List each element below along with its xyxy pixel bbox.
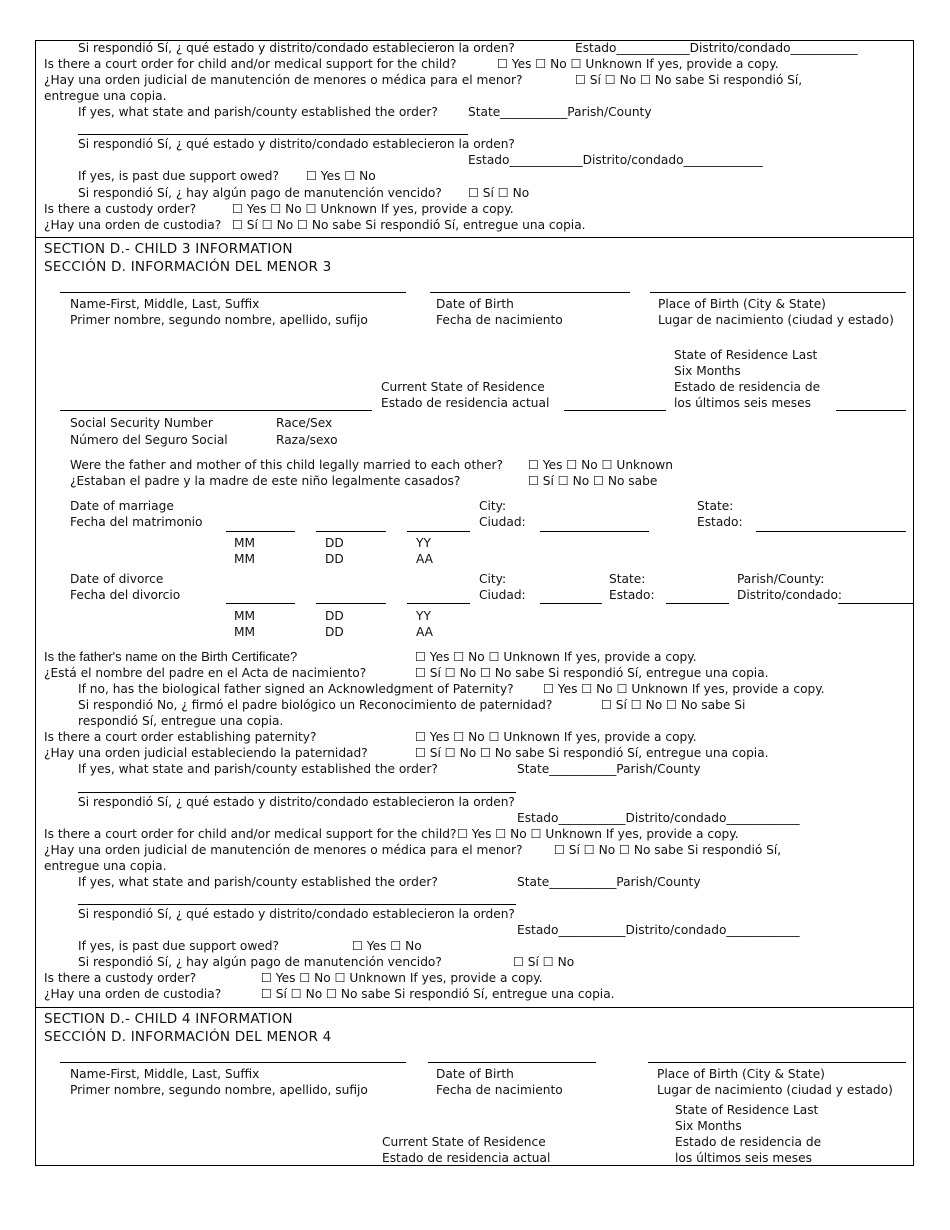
q-state-es-2: Si respondió Sí, ¿ qué estado y distrito/condado establecieron la orden? bbox=[78, 907, 515, 921]
q-state-en: If yes, what state and parish/county established the order? bbox=[78, 105, 438, 119]
name-label-es: Primer nombre, segundo nombre, apellido, sufijo bbox=[70, 313, 368, 327]
ssn-field[interactable] bbox=[60, 1165, 372, 1166]
paternity-options-es[interactable]: ☐ Sí ☐ No ☐ No sabe Si respondió Sí, entregue una copia. bbox=[415, 746, 769, 760]
father-options[interactable]: ☐ Yes ☐ No ☐ Unknown If yes, provide a copy. bbox=[415, 650, 697, 664]
residence-last-label-es: los últimos seis meses bbox=[675, 1151, 812, 1165]
custody-options[interactable]: ☐ Yes ☐ No ☐ Unknown If yes, provide a copy. bbox=[232, 202, 514, 216]
current-residence-field[interactable] bbox=[564, 410, 666, 411]
father-question-es: ¿Está el nombre del padre en el Acta de nacimiento? bbox=[44, 666, 367, 680]
residence-last-label-es: los últimos seis meses bbox=[674, 396, 811, 410]
dob-field[interactable] bbox=[430, 292, 630, 293]
mm-label: MM bbox=[234, 625, 256, 639]
support-options-es[interactable]: ☐ Sí ☐ No ☐ No sabe Si respondió Sí, bbox=[575, 73, 803, 87]
marriage-state-field[interactable] bbox=[756, 531, 906, 532]
divorce-mm-field[interactable] bbox=[226, 603, 295, 604]
divorce-parish-label-es: Distrito/condado: bbox=[737, 588, 843, 602]
section-divider bbox=[35, 1007, 914, 1008]
ack-tail: respondió Sí, entregue una copia. bbox=[78, 714, 284, 728]
current-residence-label: Current State of Residence bbox=[382, 1135, 546, 1149]
estado-distrito-field[interactable]: Estado____________Distrito/condado___________ bbox=[575, 41, 858, 55]
support-question: Is there a court order for child and/or medical support for the child? bbox=[44, 57, 457, 71]
yy-label: YY bbox=[416, 609, 431, 623]
residence-last-label-es: Estado de residencia de bbox=[675, 1135, 822, 1149]
divorce-parish-field[interactable] bbox=[838, 603, 914, 604]
custody-question: Is there a custody order? bbox=[44, 202, 197, 216]
custody-options-es[interactable]: ☐ Sí ☐ No ☐ No sabe Si respondió Sí, entregue una copia. bbox=[232, 218, 586, 232]
divorce-state-label-es: Estado: bbox=[609, 588, 655, 602]
pob-label-es: Lugar de nacimiento (ciudad y estado) bbox=[657, 1083, 893, 1097]
q-state-es: Si respondió Sí, ¿ qué estado y distrito/condado establecieron la orden? bbox=[78, 795, 515, 809]
residence-last-label: State of Residence Last bbox=[675, 1103, 819, 1117]
race-label: Race/Sex bbox=[276, 416, 333, 430]
divorce-yy-field[interactable] bbox=[407, 603, 470, 604]
section-divider bbox=[35, 237, 914, 238]
pastdue-options-es[interactable]: ☐ Sí ☐ No bbox=[513, 955, 575, 969]
state-parish-field-2[interactable]: State___________Parish/County bbox=[517, 875, 701, 889]
section-heading-es: SECCIÓN D. INFORMACIÓN DEL MENOR 4 bbox=[44, 1029, 332, 1045]
aa-label: AA bbox=[416, 625, 434, 639]
ack-options-es[interactable]: ☐ Sí ☐ No ☐ No sabe Si bbox=[601, 698, 746, 712]
support-question-es: ¿Hay una orden judicial de manutención de menores o médica para el menor? bbox=[44, 73, 523, 87]
residence-last-field[interactable] bbox=[836, 410, 906, 411]
marriage-city-label-es: Ciudad: bbox=[479, 515, 526, 529]
race-label-es: Raza/sexo bbox=[276, 433, 338, 447]
divorce-city-label-es: Ciudad: bbox=[479, 588, 526, 602]
dob-label: Date of Birth bbox=[436, 297, 514, 311]
residence-last-label: Six Months bbox=[674, 364, 741, 378]
q-state-es: Si respondió Sí, ¿ qué estado y distrito/condado establecieron la orden? bbox=[78, 41, 515, 55]
marriage-state-label: State: bbox=[697, 499, 734, 513]
residence-last-label-es: Estado de residencia de bbox=[674, 380, 821, 394]
pastdue-question: If yes, is past due support owed? bbox=[78, 169, 280, 183]
pob-field[interactable] bbox=[650, 292, 906, 293]
name-label: Name-First, Middle, Last, Suffix bbox=[70, 297, 260, 311]
pob-field[interactable] bbox=[648, 1062, 906, 1063]
support-options[interactable]: ☐ Yes ☐ No ☐ Unknown If yes, provide a copy. bbox=[457, 827, 739, 841]
support-question: Is there a court order for child and/or medical support for the child? bbox=[44, 827, 457, 841]
marriage-dd-field[interactable] bbox=[316, 531, 386, 532]
pastdue-question-es: Si respondió Sí, ¿ hay algún pago de manutención vencido? bbox=[78, 186, 442, 200]
support-question-es: ¿Hay una orden judicial de manutención de menores o médica para el menor? bbox=[44, 843, 523, 857]
dob-label-es: Fecha de nacimiento bbox=[436, 1083, 563, 1097]
answer-line[interactable] bbox=[78, 134, 468, 135]
married-options-es[interactable]: ☐ Sí ☐ No ☐ No sabe bbox=[528, 474, 658, 488]
dd-label: DD bbox=[325, 552, 344, 566]
dd-label: DD bbox=[325, 625, 344, 639]
divorce-state-label: State: bbox=[609, 572, 646, 586]
estado-distrito-field-2[interactable]: Estado____________Distrito/condado_____________ bbox=[468, 153, 763, 167]
residence-last-label: Six Months bbox=[675, 1119, 742, 1133]
pob-label: Place of Birth (City & State) bbox=[658, 297, 826, 311]
paternity-options[interactable]: ☐ Yes ☐ No ☐ Unknown If yes, provide a copy. bbox=[415, 730, 697, 744]
marriage-mm-field[interactable] bbox=[226, 531, 295, 532]
divorce-parish-label: Parish/County: bbox=[737, 572, 825, 586]
state-parish-field[interactable]: State___________Parish/County bbox=[468, 105, 652, 119]
pastdue-question: If yes, is past due support owed? bbox=[78, 939, 280, 953]
ack-question-es: Si respondió No, ¿ firmó el padre biológico un Reconocimiento de paternidad? bbox=[78, 698, 553, 712]
answer-line[interactable] bbox=[78, 792, 516, 793]
current-residence-field[interactable] bbox=[564, 1165, 666, 1166]
support-options[interactable]: ☐ Yes ☐ No ☐ Unknown If yes, provide a copy. bbox=[497, 57, 779, 71]
section-heading-es: SECCIÓN D. INFORMACIÓN DEL MENOR 3 bbox=[44, 259, 332, 275]
support-options-es[interactable]: ☐ Sí ☐ No ☐ No sabe Si respondió Sí, bbox=[554, 843, 782, 857]
ssn-field[interactable] bbox=[60, 410, 372, 411]
marriage-date-label-es: Fecha del matrimonio bbox=[70, 515, 203, 529]
custody-question-es: ¿Hay una orden de custodia? bbox=[44, 987, 222, 1001]
marriage-yy-field[interactable] bbox=[407, 531, 470, 532]
ack-options[interactable]: ☐ Yes ☐ No ☐ Unknown If yes, provide a copy. bbox=[543, 682, 825, 696]
custody-question: Is there a custody order? bbox=[44, 971, 197, 985]
q-state-en: If yes, what state and parish/county established the order? bbox=[78, 762, 438, 776]
dd-label: DD bbox=[325, 536, 344, 550]
married-question: Were the father and mother of this child legally married to each other? bbox=[70, 458, 503, 472]
marriage-city-label: City: bbox=[479, 499, 507, 513]
custody-options[interactable]: ☐ Yes ☐ No ☐ Unknown If yes, provide a copy. bbox=[261, 971, 543, 985]
name-field[interactable] bbox=[60, 1062, 406, 1063]
paternity-question: Is there a court order establishing paternity? bbox=[44, 730, 317, 744]
current-residence-label-es: Estado de residencia actual bbox=[382, 1151, 551, 1165]
married-options[interactable]: ☐ Yes ☐ No ☐ Unknown bbox=[528, 458, 673, 472]
divorce-date-label-es: Fecha del divorcio bbox=[70, 588, 181, 602]
pastdue-question-es: Si respondió Sí, ¿ hay algún pago de manutención vencido? bbox=[78, 955, 442, 969]
paternity-question-es: ¿Hay una orden judicial estableciendo la paternidad? bbox=[44, 746, 368, 760]
father-options-es[interactable]: ☐ Sí ☐ No ☐ No sabe Si respondió Sí, entregue una copia. bbox=[415, 666, 769, 680]
estado-distrito-field-2[interactable]: Estado___________Distrito/condado____________ bbox=[517, 923, 800, 937]
ssn-label-es: Número del Seguro Social bbox=[70, 433, 228, 447]
dob-label-es: Fecha de nacimiento bbox=[436, 313, 563, 327]
estado-distrito-field[interactable]: Estado___________Distrito/condado____________ bbox=[517, 811, 800, 825]
state-parish-field[interactable]: State___________Parish/County bbox=[517, 762, 701, 776]
mm-label: MM bbox=[234, 552, 256, 566]
pastdue-options[interactable]: ☐ Yes ☐ No bbox=[306, 169, 376, 183]
marriage-city-field[interactable] bbox=[540, 531, 649, 532]
divorce-dd-field[interactable] bbox=[316, 603, 386, 604]
divorce-state-field[interactable] bbox=[666, 603, 729, 604]
dob-label: Date of Birth bbox=[436, 1067, 514, 1081]
section-heading: SECTION D.- CHILD 4 INFORMATION bbox=[44, 1011, 293, 1027]
mm-label: MM bbox=[234, 609, 256, 623]
name-label: Name-First, Middle, Last, Suffix bbox=[70, 1067, 260, 1081]
custody-question-es: ¿Hay una orden de custodia? bbox=[44, 218, 222, 232]
dob-field[interactable] bbox=[428, 1062, 596, 1063]
divorce-date-label: Date of divorce bbox=[70, 572, 164, 586]
ssn-label: Social Security Number bbox=[70, 416, 213, 430]
current-residence-label: Current State of Residence bbox=[381, 380, 545, 394]
dd-label: DD bbox=[325, 609, 344, 623]
current-residence-label-es: Estado de residencia actual bbox=[381, 396, 550, 410]
answer-line[interactable] bbox=[78, 904, 516, 905]
name-label-es: Primer nombre, segundo nombre, apellido, sufijo bbox=[70, 1083, 368, 1097]
pob-label: Place of Birth (City & State) bbox=[657, 1067, 825, 1081]
marriage-date-label: Date of marriage bbox=[70, 499, 174, 513]
divorce-city-field[interactable] bbox=[540, 603, 602, 604]
aa-label: AA bbox=[416, 552, 434, 566]
father-question: Is the father's name on the Birth Certificate? bbox=[44, 649, 298, 664]
section-heading: SECTION D.- CHILD 3 INFORMATION bbox=[44, 241, 293, 257]
ack-question: If no, has the biological father signed an Acknowledgment of Paternity? bbox=[78, 682, 514, 696]
pob-label-es: Lugar de nacimiento (ciudad y estado) bbox=[658, 313, 894, 327]
residence-last-label: State of Residence Last bbox=[674, 348, 818, 362]
q-state-en-2: If yes, what state and parish/county established the order? bbox=[78, 875, 438, 889]
entregue-copia: entregue una copia. bbox=[44, 859, 167, 873]
name-field[interactable] bbox=[60, 292, 406, 293]
entregue-copia: entregue una copia. bbox=[44, 89, 167, 103]
pastdue-options-es[interactable]: ☐ Sí ☐ No bbox=[468, 186, 530, 200]
marriage-state-label-es: Estado: bbox=[697, 515, 743, 529]
residence-last-field[interactable] bbox=[834, 1165, 906, 1166]
divorce-city-label: City: bbox=[479, 572, 507, 586]
mm-label: MM bbox=[234, 536, 256, 550]
yy-label: YY bbox=[416, 536, 431, 550]
q-state-es-2: Si respondió Sí, ¿ qué estado y distrito/condado establecieron la orden? bbox=[78, 137, 515, 151]
custody-options-es[interactable]: ☐ Sí ☐ No ☐ No sabe Si respondió Sí, entregue una copia. bbox=[261, 987, 615, 1001]
married-question-es: ¿Estaban el padre y la madre de este niño legalmente casados? bbox=[70, 474, 461, 488]
pastdue-options[interactable]: ☐ Yes ☐ No bbox=[352, 939, 422, 953]
